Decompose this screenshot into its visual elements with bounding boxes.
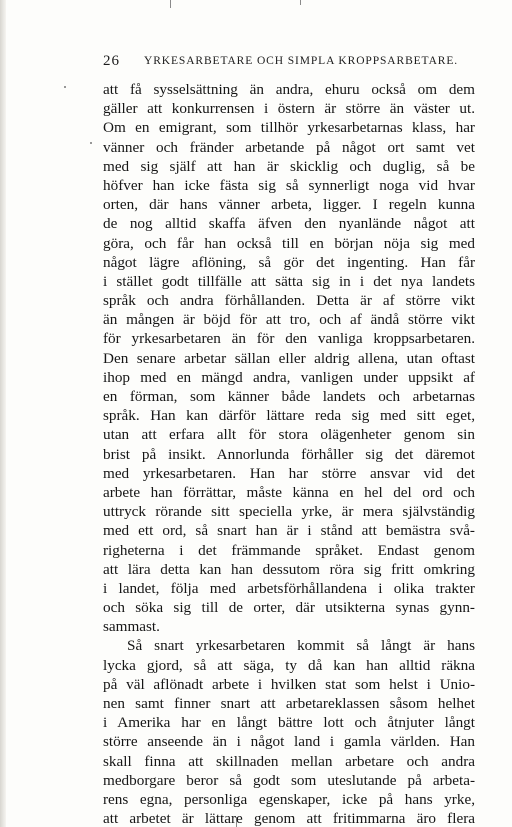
- text-line: med yrkesarbetaren. Han har större ansvar vid det: [103, 464, 475, 482]
- text-line: med ett ord, så snart han är i stånd att bemästra svå-: [103, 522, 475, 540]
- text-line: en förman, som känner både landets och arbetarnas: [103, 388, 475, 405]
- text-line: gäller att konkurrensen i östern är större än väster ut.: [103, 100, 475, 118]
- page-header: [0, 53, 512, 71]
- text-line: vänner och fränder arbetande på något ort samt vet: [103, 138, 475, 156]
- text-line: språk och andra förhållanden. Detta är af större vikt: [103, 292, 475, 310]
- text-line: nen samt finner snart att arbetareklassen såsom helhet: [103, 695, 475, 712]
- text-line: på väl aflönadt arbete i hvilken stat som helst i Unio-: [103, 675, 475, 693]
- text-line: att få sysselsättning än andra, ehuru också om dem: [103, 81, 475, 98]
- running-head: YRKESARBETARE OCH SIMPLA KROPPSARBETARE.: [144, 55, 459, 67]
- text-line: skall finna att skillnaden mellan arbetare och andra: [103, 752, 475, 770]
- text-line: ihop med en mängd andra, vanligen under uppsikt af: [103, 368, 475, 386]
- text-line: större anseende än i något land i gamla världen. Han: [103, 733, 475, 751]
- text-line: utan att erfara allt för stora olägenheter genom sin: [103, 426, 475, 444]
- text-line: righeterna i det främmande språket. Endast genom: [103, 541, 475, 559]
- text-line: Den senare arbetar sällan eller aldrig allena, utan oftast: [103, 349, 475, 367]
- text-line: de nog alltid skaffa äfven den nyanlände något att: [103, 215, 475, 233]
- text-line: uttryck rörande sitt speciella yrke, är mera självständig: [103, 503, 475, 521]
- text-line: göra, och får han också till en början nöja sig med: [103, 234, 475, 252]
- page-number: 26: [103, 53, 120, 69]
- text-line: medborgare beror så godt som uteslutande på arbeta-: [103, 771, 475, 789]
- text-line: något lägre aflöning, så gör det ingenting. Han får: [103, 253, 475, 271]
- text-line: brist på insikt. Annorlunda förhåller sig det däremot: [103, 445, 475, 463]
- margin-mark: [300, 0, 301, 5]
- text-line: med sig själf att han är skicklig och duglig, så be: [103, 157, 475, 175]
- text-line: Så snart yrkesarbetaren kommit så långt är hans: [127, 637, 475, 655]
- text-line: i landet, följa med arbetsförhållandena i olika trakter: [103, 579, 475, 597]
- paragraph: [103, 80, 475, 636]
- text-line: Om en emigrant, som tillhör yrkesarbetarnas klass, har: [103, 119, 475, 137]
- text-line: att lära detta kan han dessutom röra sig fritt omkring: [103, 560, 475, 578]
- margin-speck: [64, 86, 66, 88]
- text-line: än mången är böjd för att tro, och af ändå större vikt: [103, 311, 475, 329]
- text-line: i stället godt tillfälle att sätta sig in i det nya landets: [103, 272, 475, 290]
- text-line: och söka sig till de orter, där utsikterna synas gynn-: [103, 599, 475, 617]
- page-edge-shadow: [0, 0, 6, 827]
- text-line: höfver han icke fästa sig så synnerligt noga vid hvar: [103, 176, 475, 194]
- text-line: rens egna, personliga egenskaper, icke på hans yrke,: [103, 790, 475, 808]
- paragraph: [103, 636, 475, 827]
- text-line: språk. Han kan därför lättare reda sig med sitt eget,: [103, 407, 475, 425]
- text-line: lycka gjord, så att säga, ty då kan han alltid räkna: [103, 656, 475, 674]
- text-line: orten, där hans vänner arbeta, ligger. I regeln kunna: [103, 196, 475, 214]
- text-line: att arbetet är lättare genom att fritimmarna äro flera: [103, 810, 475, 827]
- text-line: arbete han förrättar, måste känna en hel del ord och: [103, 483, 475, 501]
- margin-speck: [90, 142, 92, 144]
- body-text: [103, 80, 475, 827]
- text-line: i Amerika har en långt bättre lott och åtnjuter långt: [103, 714, 475, 732]
- margin-mark: [170, 0, 171, 8]
- text-line: sammast.: [103, 618, 160, 636]
- text-line: för yrkesarbetaren än för den vanliga kroppsarbetaren.: [103, 330, 475, 348]
